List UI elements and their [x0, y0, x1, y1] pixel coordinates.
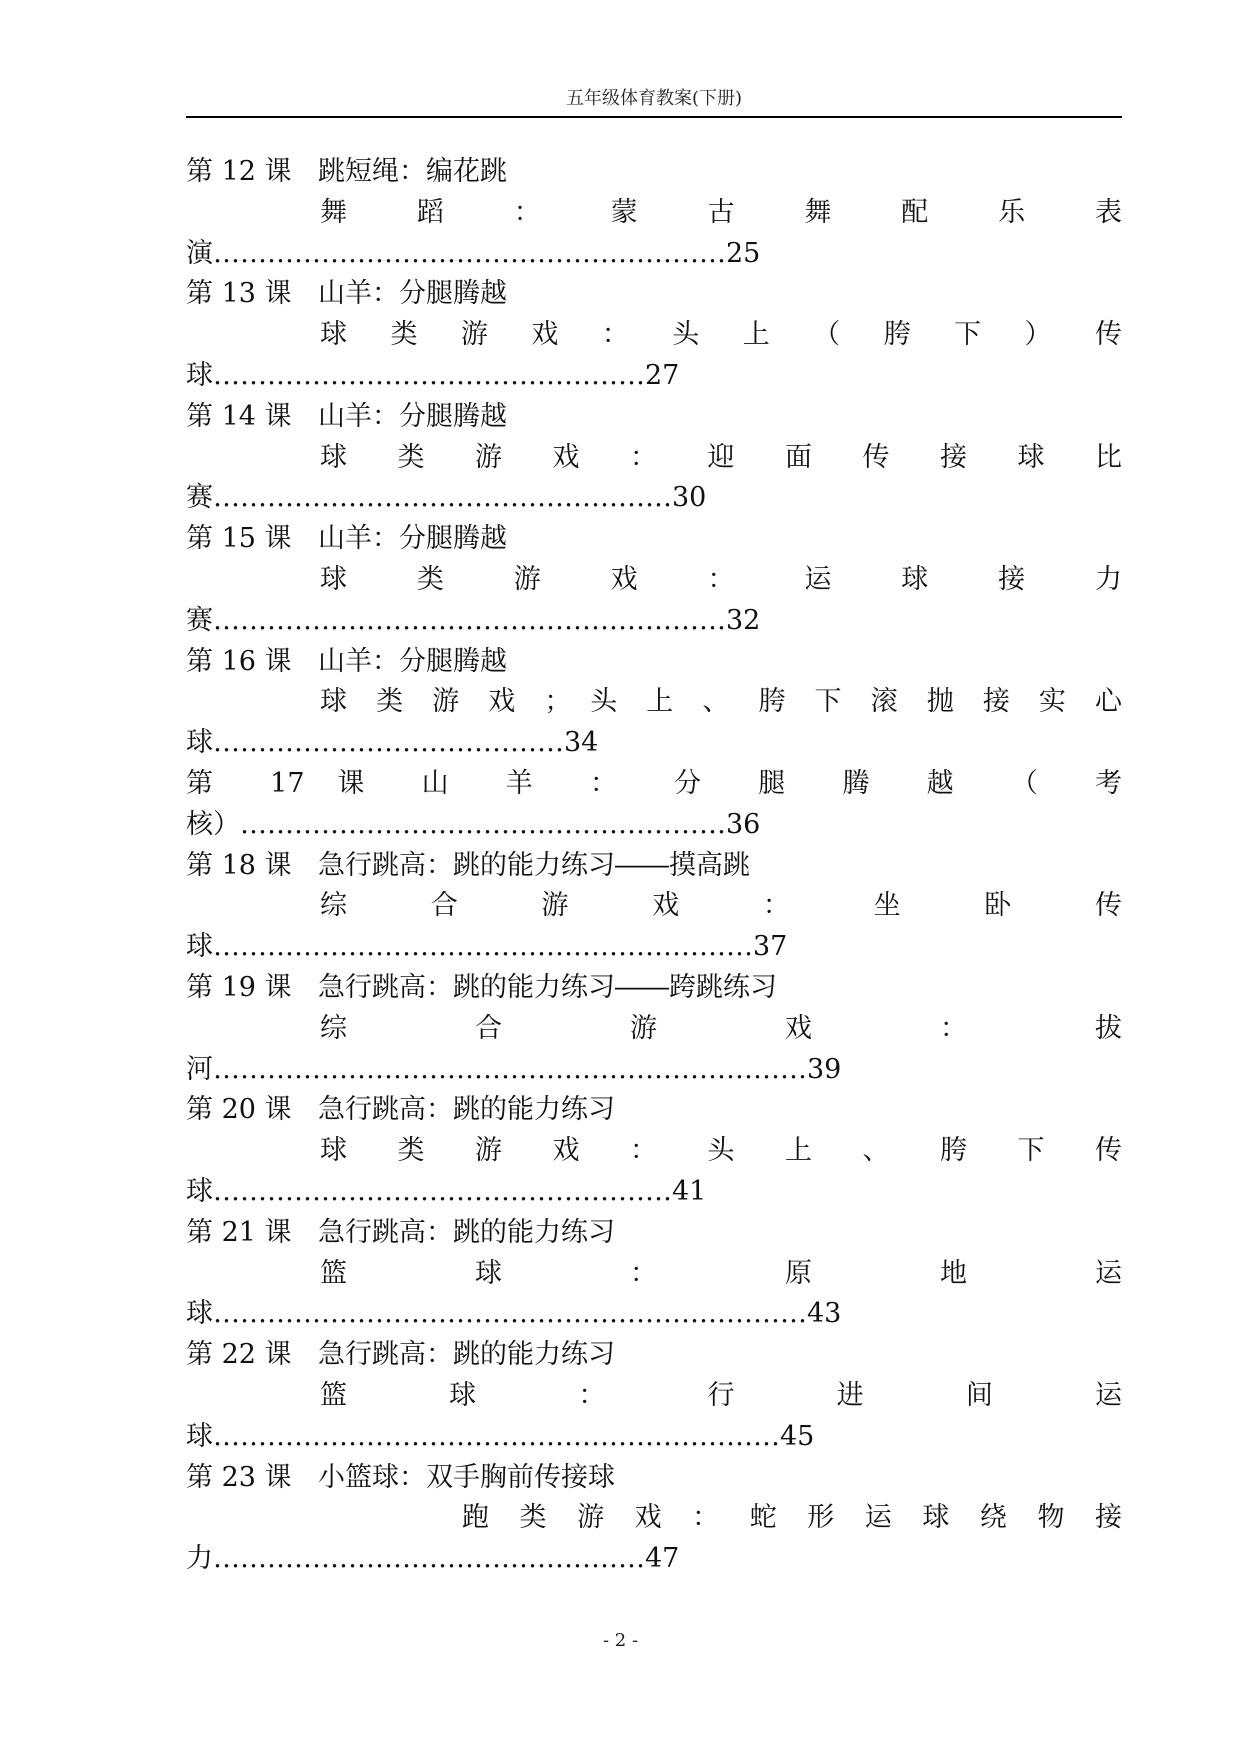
toc-page-number: 36 [726, 808, 761, 840]
lesson-number: 第 20 课 [186, 1094, 292, 1126]
lesson-title: 山羊：分腿腾越 [318, 400, 507, 432]
toc-entry-title[interactable] [186, 846, 1122, 887]
toc-entry-continuation[interactable] [186, 601, 1122, 642]
toc-entry-title[interactable] [186, 152, 1122, 193]
header-rule [186, 116, 1122, 118]
toc-page-number: 25 [726, 237, 761, 269]
toc-entry-continuation[interactable] [186, 478, 1122, 519]
toc-entry-cont-text: 球 [186, 359, 213, 391]
toc-entry-subtitle-text: 球 类 游 戏 ； 头 上 、 胯 下 滚 抛 接 实 心 [320, 686, 1122, 718]
toc-entry-subtitle [186, 1498, 1122, 1539]
toc-entry-subtitle [186, 886, 1122, 927]
toc-entry-subtitle [186, 682, 1122, 723]
lesson-title: 急行跳高：跳的能力练习――跨跳练习 [318, 971, 777, 1003]
toc-leader-dots: ………………………………………………… [213, 237, 726, 269]
lesson-number: 第 18 课 [186, 849, 292, 881]
toc-entry-subtitle-text: 篮 球 ： 行 进 间 运 [320, 1379, 1122, 1411]
toc-leader-dots: ………………………………………… [213, 359, 645, 391]
toc-entry-subtitle-text: 综 合 游 戏 ： 拔 [320, 1012, 1122, 1044]
toc-leader-dots: ………………………………………… [213, 1543, 645, 1575]
toc-entry-continuation[interactable] [186, 1050, 1122, 1091]
toc-entry-title-text: 第 17 课 山 羊 ： 分 腿 腾 越 （ 考 [186, 767, 1122, 799]
lesson-title: 急行跳高：跳的能力练习 [318, 1216, 615, 1248]
toc-entry-cont-text: 核） [186, 808, 240, 840]
toc-entry-subtitle [186, 193, 1122, 234]
toc-entry-cont-text: 球 [186, 1175, 213, 1207]
lesson-number: 第 13 课 [186, 278, 292, 310]
toc-leader-dots: ………………………………………………………… [213, 1298, 807, 1330]
toc-entry-cont-text: 球 [186, 1298, 213, 1330]
lesson-title: 急行跳高：跳的能力练习 [318, 1339, 615, 1371]
toc-page-number: 37 [753, 931, 788, 963]
toc-entry-cont-text: 赛 [186, 482, 213, 514]
lesson-title: 山羊：分腿腾越 [318, 523, 507, 555]
toc-page-number: 30 [672, 482, 707, 514]
lesson-title: 小篮球：双手胸前传接球 [318, 1461, 615, 1493]
toc-entry-title[interactable] [186, 397, 1122, 438]
toc-entry-title[interactable] [186, 274, 1122, 315]
toc-page-number: 32 [726, 604, 761, 636]
lesson-number: 第 19 课 [186, 971, 292, 1003]
toc-entry-subtitle [186, 1009, 1122, 1050]
toc-page-number: 45 [780, 1420, 815, 1452]
toc-entry-title[interactable] [186, 1213, 1122, 1254]
toc-entry-continuation[interactable] [186, 927, 1122, 968]
toc-entry-subtitle [186, 1131, 1122, 1172]
toc-leader-dots: ………………………………………………… [213, 604, 726, 636]
toc-entry-title [186, 764, 1122, 805]
toc-entry-subtitle-text: 舞 蹈 ： 蒙 古 舞 配 乐 表 [320, 196, 1122, 228]
toc-entry-continuation[interactable] [186, 723, 1122, 764]
toc-entry-subtitle [186, 438, 1122, 479]
toc-entry-cont-text: 球 [186, 1420, 213, 1452]
toc-entry-title[interactable] [186, 1335, 1122, 1376]
running-header: 五年级体育教案(下册) [565, 88, 743, 109]
toc-entry-continuation[interactable] [186, 356, 1122, 397]
lesson-number: 第 22 课 [186, 1339, 292, 1371]
toc-entry-continuation[interactable] [186, 805, 1122, 846]
toc-page-number: 34 [564, 727, 599, 759]
toc-entry-continuation[interactable] [186, 1539, 1122, 1580]
toc-leader-dots: ……………………………………………………… [213, 1420, 780, 1452]
toc-entry-cont-text: 河 [186, 1053, 213, 1085]
toc-entry-subtitle-text: 综 合 游 戏 ： 坐 卧 传 [320, 890, 1122, 922]
toc-entry-continuation[interactable] [186, 1172, 1122, 1213]
toc-leader-dots: ………………………………… [213, 727, 564, 759]
toc-entry-subtitle-text: 球 类 游 戏 ： 迎 面 传 接 球 比 [320, 441, 1122, 473]
toc-entry-cont-text: 球 [186, 727, 213, 759]
toc-page-number: 27 [645, 359, 680, 391]
toc-entry-title[interactable] [186, 1458, 1122, 1499]
toc-leader-dots: ………………………………………………………… [213, 1053, 807, 1085]
lesson-number: 第 23 课 [186, 1461, 292, 1493]
toc-entry-continuation[interactable] [186, 234, 1122, 275]
lesson-number: 第 21 课 [186, 1216, 292, 1248]
lesson-number: 第 14 课 [186, 400, 292, 432]
toc-leader-dots: ……………………………………………… [240, 808, 726, 840]
toc-entry-continuation[interactable] [186, 1417, 1122, 1458]
toc-entry-cont-text: 力 [186, 1543, 213, 1575]
lesson-title: 跳短绳：编花跳 [318, 156, 507, 187]
lesson-number: 第 12 课 [186, 156, 292, 187]
page-number: - 2 - [602, 1630, 639, 1651]
toc-entry-title[interactable] [186, 968, 1122, 1009]
lesson-number: 第 15 课 [186, 523, 292, 555]
toc-leader-dots: …………………………………………………… [213, 931, 753, 963]
lesson-number: 第 16 课 [186, 645, 292, 677]
toc-entry-title[interactable] [186, 1090, 1122, 1131]
toc-entry-subtitle [186, 315, 1122, 356]
lesson-title: 急行跳高：跳的能力练习――摸高跳 [318, 849, 750, 881]
toc-entry-subtitle [186, 1376, 1122, 1417]
toc-entry-title[interactable] [186, 519, 1122, 560]
table-of-contents [186, 152, 1122, 1580]
toc-entry-cont-text: 演 [186, 237, 213, 269]
toc-page-number: 47 [645, 1543, 680, 1575]
lesson-title: 山羊：分腿腾越 [318, 278, 507, 310]
toc-entry-subtitle-text: 球 类 游 戏 ： 运 球 接 力 [320, 563, 1122, 595]
toc-page-number: 43 [807, 1298, 842, 1330]
lesson-title: 山羊：分腿腾越 [318, 645, 507, 677]
toc-entry-cont-text: 球 [186, 931, 213, 963]
toc-leader-dots: …………………………………………… [213, 482, 672, 514]
toc-leader-dots: …………………………………………… [213, 1175, 672, 1207]
toc-entry-subtitle [186, 1254, 1122, 1295]
toc-entry-cont-text: 赛 [186, 604, 213, 636]
toc-page-number: 39 [807, 1053, 842, 1085]
toc-entry-subtitle [186, 560, 1122, 601]
toc-page-number: 41 [672, 1175, 707, 1207]
toc-entry-subtitle-text: 球 类 游 戏 ： 头 上 、 胯 下 传 [320, 1135, 1122, 1167]
lesson-title: 急行跳高：跳的能力练习 [318, 1094, 615, 1126]
toc-entry-subtitle-text: 球 类 游 戏 ： 头 上 （ 胯 下 ） 传 [320, 319, 1122, 351]
toc-entry-subtitle-text: 跑 类 游 戏 ： 蛇 形 运 球 绕 物 接 [462, 1502, 1122, 1534]
toc-entry-subtitle-text: 篮 球 ： 原 地 运 [320, 1257, 1122, 1289]
toc-entry-continuation[interactable] [186, 1294, 1122, 1335]
toc-entry-title[interactable] [186, 642, 1122, 683]
